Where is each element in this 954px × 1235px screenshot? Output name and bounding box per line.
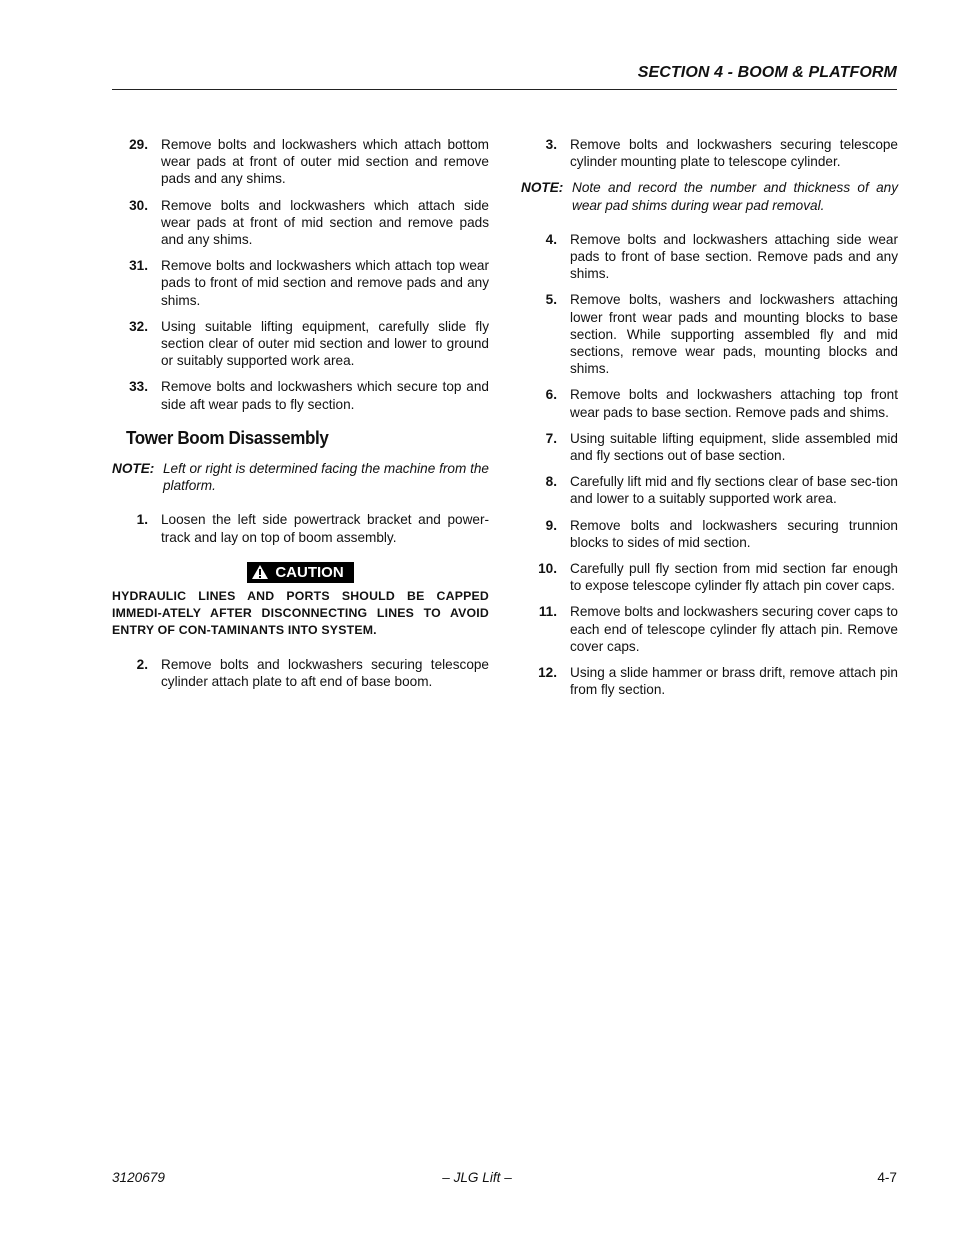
step-2 xyxy=(112,656,489,690)
step-number: 8. xyxy=(545,474,557,490)
step-number: 4. xyxy=(545,231,557,247)
step-number: 7. xyxy=(545,430,557,446)
caution-label: CAUTION xyxy=(275,563,344,581)
footer-brand: – JLG Lift – xyxy=(442,1170,512,1185)
caution-badge xyxy=(247,562,353,583)
warning-triangle-icon xyxy=(251,564,269,580)
step-text: Carefully lift mid and fly sections clear of base sec-tion and lower to a suitably supported work area. xyxy=(570,474,898,507)
step-1 xyxy=(112,511,489,545)
footer-page-number: 4-7 xyxy=(877,1170,897,1185)
note-left xyxy=(112,460,489,494)
step-text: Loosen the left side powertrack bracket and power-track and lay on top of boom assembly. xyxy=(161,512,489,545)
step-number: 29. xyxy=(129,137,148,152)
step-number: 32. xyxy=(129,318,148,334)
step-number: 1. xyxy=(136,512,148,528)
note-right xyxy=(521,179,898,213)
step-11 xyxy=(521,603,898,655)
header-rule xyxy=(112,89,897,90)
step-9 xyxy=(521,517,898,551)
step-text: Remove bolts and lockwashers attaching side wear pads to front of base section. Remove pads and any shims. xyxy=(570,231,898,282)
step-text: Remove bolts and lockwashers which attach bottom wear pads at front of outer mid section and remove pads and any shims. xyxy=(161,137,489,187)
note-text: Note and record the number and thickness of any wear pad shims during wear pad removal. xyxy=(572,180,898,213)
step-29 xyxy=(112,136,489,188)
step-text: Remove bolts, washers and lockwashers attaching lower front wear pads and mounting blocks to base section. While supporting assembled fly and mid sections, remove wear pads, mounting blocks and shims. xyxy=(570,292,898,377)
step-number: 31. xyxy=(129,258,148,274)
step-text: Using suitable lifting equipment, carefully slide fly section clear of outer mid section and lower to ground or suitably supported work area. xyxy=(161,318,489,369)
right-column xyxy=(521,136,898,707)
step-number: 30. xyxy=(129,197,148,213)
step-number: 5. xyxy=(545,292,557,308)
step-number: 3. xyxy=(545,137,557,152)
step-text: Carefully pull fly section from mid section far enough to expose telescope cylinder fly attach pin cover caps. xyxy=(570,561,898,594)
step-number: 33. xyxy=(129,379,148,395)
step-number: 12. xyxy=(538,665,557,681)
step-text: Remove bolts and lockwashers which attach top wear pads to front of mid section and remove pads and any shims. xyxy=(161,258,489,308)
section-heading: Tower Boom Disassembly xyxy=(126,426,329,448)
step-number: 2. xyxy=(136,657,148,673)
step-text: Using a slide hammer or brass drift, remove attach pin from fly section. xyxy=(570,665,898,698)
step-31 xyxy=(112,257,489,309)
step-text: Remove bolts and lockwashers attaching top front wear pads to base section. Remove pads and shims. xyxy=(570,387,898,420)
step-5 xyxy=(521,291,898,377)
step-7 xyxy=(521,430,898,464)
left-column xyxy=(112,136,489,700)
step-text: Remove bolts and lockwashers securing telescope cylinder attach plate to aft end of base boom. xyxy=(161,657,489,690)
step-number: 9. xyxy=(545,517,557,533)
step-30 xyxy=(112,197,489,249)
step-8 xyxy=(521,473,898,507)
caution-banner xyxy=(112,562,489,585)
step-number: 10. xyxy=(538,561,557,577)
step-text: Remove bolts and lockwashers securing trunnion blocks to sides of mid section. xyxy=(570,517,898,550)
step-33 xyxy=(112,378,489,412)
step-text: Remove bolts and lockwashers which secure top and side aft wear pads to fly section. xyxy=(161,379,489,412)
step-text: Remove bolts and lockwashers securing cover caps to each end of telescope cylinder fly attach pin. Remove cover caps. xyxy=(570,604,898,654)
step-text: Remove bolts and lockwashers securing telescope cylinder mounting plate to telescope cylinder. xyxy=(570,137,898,170)
note-label: NOTE: xyxy=(521,180,564,196)
caution-text: HYDRAULIC LINES AND PORTS SHOULD BE CAPPED IMMEDI-ATELY AFTER DISCONNECTING LINES TO AVOID ENTRY OF CON-TAMINANTS INTO SYSTEM. xyxy=(112,588,489,637)
step-text: Using suitable lifting equipment, slide assembled mid and fly sections out of base section. xyxy=(570,430,898,464)
step-10 xyxy=(521,560,898,594)
step-4 xyxy=(521,231,898,283)
step-6 xyxy=(521,386,898,420)
step-number: 11. xyxy=(538,604,557,620)
step-12 xyxy=(521,664,898,698)
step-3 xyxy=(521,136,898,170)
section-header-title: SECTION 4 - BOOM & PLATFORM xyxy=(637,64,897,81)
step-32 xyxy=(112,318,489,370)
step-text: Remove bolts and lockwashers which attach side wear pads at front of mid section and remove pads and any shims. xyxy=(161,197,489,248)
footer-doc-number: 3120679 xyxy=(112,1170,165,1185)
step-number: 6. xyxy=(545,387,557,403)
note-label: NOTE: xyxy=(112,461,155,477)
note-text: Left or right is determined facing the machine from the platform. xyxy=(163,461,489,494)
